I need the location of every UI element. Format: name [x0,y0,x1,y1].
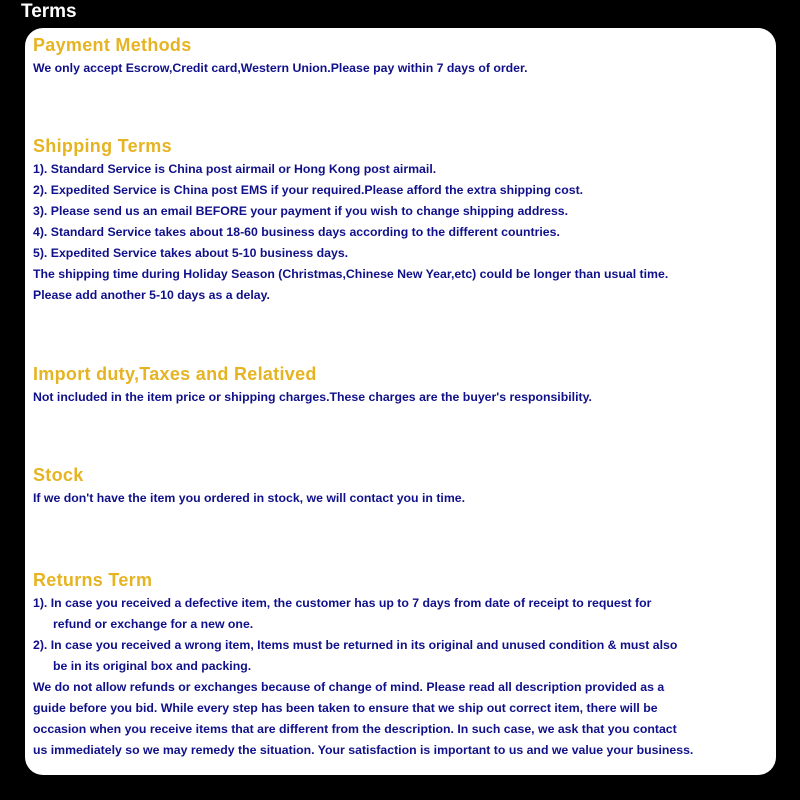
text-line: The shipping time during Holiday Season (Christmas,Chinese New Year,etc) could be longer than usual time. [33,267,669,281]
text-line: 1). Standard Service is China post airmail or Hong Kong post airmail. [33,162,437,176]
shipping-section [33,133,768,306]
text-line: 2). Expedited Service is China post EMS if your required.Please afford the extra shipping cost. [33,183,584,197]
text-line: 2). In case you received a wrong item, Items must be returned in its original and unused condition & must also [33,638,678,652]
text-line: We do not allow refunds or exchanges because of change of mind. Please read all description provided as a [33,680,665,694]
text-line: 1). In case you received a defective item, the customer has up to 7 days from date of receipt to request for [33,596,652,610]
section-heading: Shipping Terms [33,136,172,156]
stock-section [33,462,768,509]
section-heading: Import duty,Taxes and Relatived [33,364,317,384]
text-line: We only accept Escrow,Credit card,Western Union.Please pay within 7 days of order. [33,61,528,75]
text-line: guide before you bid. While every step has been taken to ensure that we ship out correct item, there will be [33,701,658,715]
text-line: Please add another 5-10 days as a delay. [33,288,270,302]
page-title: Terms [21,1,77,22]
text-line: If we don't have the item you ordered in stock, we will contact you in time. [33,491,466,505]
section-heading: Returns Term [33,570,153,590]
duty-section [33,361,768,408]
text-line: occasion when you receive items that are different from the description. In such case, we ask that you contact [33,722,677,736]
section-heading: Payment Methods [33,35,192,55]
text-line: 3). Please send us an email BEFORE your payment if you wish to change shipping address. [33,204,569,218]
text-line: 5). Expedited Service takes about 5-10 business days. [33,246,349,260]
terms-panel [25,28,776,775]
text-line: refund or exchange for a new one. [53,617,254,631]
text-line: Not included in the item price or shipping charges.These charges are the buyer's responsibility. [33,390,592,404]
payment-section [33,32,768,79]
returns-section [33,567,768,761]
section-heading: Stock [33,465,84,485]
text-line: be in its original box and packing. [53,659,252,673]
text-line: 4). Standard Service takes about 18-60 business days according to the different countries. [33,225,560,239]
text-line: us immediately so we may remedy the situation. Your satisfaction is important to us and we value your business. [33,743,694,757]
